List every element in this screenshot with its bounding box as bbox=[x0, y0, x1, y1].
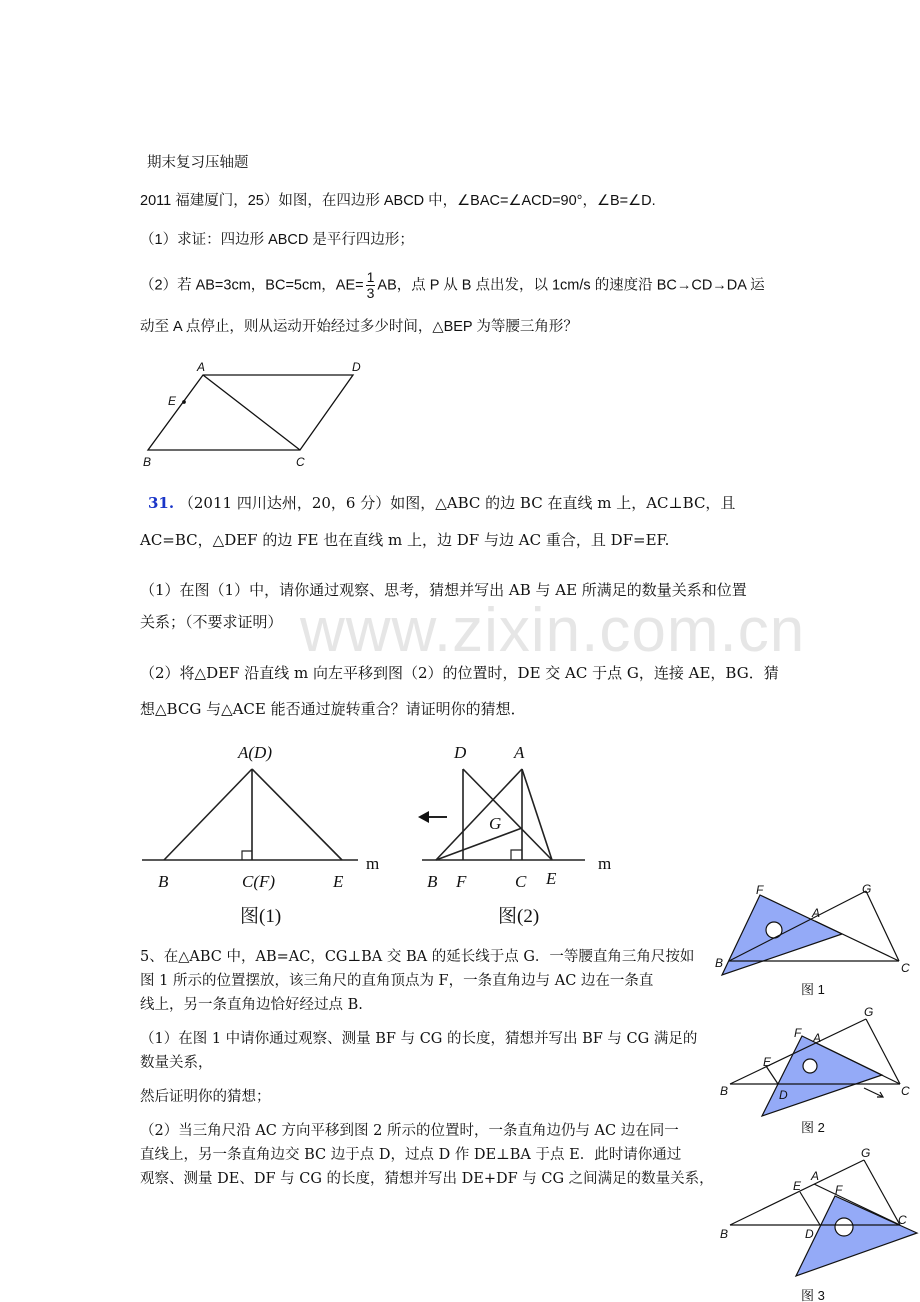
q31-line2: AC=BC，△DEF 的边 FE 也在直线 m 上，边 DF 与边 AC 重合，且 DF=EF. bbox=[140, 531, 670, 549]
segment-ae bbox=[252, 769, 342, 860]
label-d: D bbox=[454, 743, 467, 762]
frac-numerator: 1 bbox=[366, 269, 375, 285]
label-f: F bbox=[835, 1183, 843, 1197]
label-a: A bbox=[514, 743, 525, 762]
right-angle-mark bbox=[242, 851, 252, 860]
set-square-hole bbox=[835, 1218, 853, 1236]
label-f: F bbox=[456, 872, 467, 891]
q5-line: 然后证明你的猜想； bbox=[140, 1089, 271, 1105]
caption-fig2: 图(2) bbox=[498, 906, 540, 927]
q1-intro: 2011 福建厦门，25）如图，在四边形 ABCD 中，∠BAC=∠ACD=90°，∠B=∠D. bbox=[140, 193, 656, 209]
right-angle-mark bbox=[511, 850, 522, 860]
q1-part2-b: AB，点 P 从 B 点出发，以 1cm/s 的速度沿 BC→CD→DA 运 bbox=[377, 277, 765, 294]
q5-line: 直线上，另一条直角边交 BC 边于点 D，过点 D 作 DE⊥BA 于点 E．此时请你通过 bbox=[140, 1147, 682, 1163]
label-g: G bbox=[861, 1146, 871, 1160]
segment-gc bbox=[866, 891, 899, 961]
point-e bbox=[183, 401, 185, 403]
caption-fig1: 图(1) bbox=[240, 906, 282, 927]
q5-line: 图 1 所示的位置摆放，该三角尺的直角顶点为 F，一条直角边与 AC 边在一条直 bbox=[140, 973, 654, 989]
label-e: E bbox=[168, 394, 177, 408]
q31-line3: （1）在图（1）中，请你通过观察、思考，猜想并写出 AB 与 AE 所满足的数量关系和位置 bbox=[140, 581, 747, 599]
label-g: G bbox=[862, 882, 872, 896]
q31-figure-2 bbox=[418, 769, 585, 860]
label-b: B bbox=[720, 1227, 729, 1241]
label-a: A bbox=[197, 360, 206, 374]
diagonal-ac bbox=[203, 375, 300, 450]
doc-title: 期末复习压轴题 bbox=[147, 155, 249, 171]
label-e: E bbox=[546, 869, 557, 888]
q5-line: 线上，另一条直角边恰好经过点 B. bbox=[140, 997, 363, 1013]
q31-line6: 想△BCG 与△ACE 能否通过旋转重合？请证明你的猜想． bbox=[140, 700, 526, 718]
q31-line4: 关系；（不要求证明） bbox=[140, 613, 283, 631]
label-a: A bbox=[811, 1169, 820, 1183]
q5-line: 数量关系， bbox=[140, 1055, 213, 1071]
left-arrow-icon bbox=[418, 811, 429, 823]
label-c: C bbox=[901, 961, 910, 975]
set-square bbox=[722, 895, 842, 975]
label-b: B bbox=[427, 872, 438, 891]
q5-line: 观察、测量 DE、DF 与 CG 的长度，猜想并写出 DE+DF 与 CG 之间满足的数量关系， bbox=[140, 1171, 714, 1187]
label-c-f: C(F) bbox=[242, 872, 276, 891]
segment-ae bbox=[522, 769, 552, 860]
label-d: D bbox=[779, 1088, 788, 1102]
label-b: B bbox=[143, 455, 152, 469]
set-square bbox=[796, 1196, 917, 1276]
q31-line5: （2）将△DEF 沿直线 m 向左平移到图（2）的位置时，DE 交 AC 于点 G，连接 AE，BG．猜 bbox=[140, 664, 779, 682]
q5-line: 5、在△ABC 中，AB=AC，CG⊥BA 交 BA 的延长线于点 G．一等腰直角三角尺按如 bbox=[140, 949, 695, 965]
label-m: m bbox=[598, 854, 612, 873]
label-g: G bbox=[864, 1005, 874, 1019]
segment-bg bbox=[436, 828, 522, 860]
label-g: G bbox=[489, 814, 502, 833]
label-b: B bbox=[715, 956, 724, 970]
label-a: A bbox=[813, 1031, 822, 1045]
label-a-d: A(D) bbox=[238, 743, 272, 762]
q1-part2-c: 动至 A 点停止，则从运动开始经过多少时间，△BEP 为等腰三角形？ bbox=[140, 319, 578, 335]
label-d: D bbox=[805, 1227, 814, 1241]
q5-line: （1）在图 1 中请你通过观察、测量 BF 与 CG 的长度，猜想并写出 BF 与 CG 满足的 bbox=[140, 1031, 698, 1047]
label-a: A bbox=[812, 906, 821, 920]
q5-line: （2）当三角尺沿 AC 方向平移到图 2 所示的位置时，一条直角边仍与 AC 边在同一 bbox=[140, 1123, 679, 1139]
segment-de bbox=[463, 769, 552, 860]
label-b: B bbox=[158, 872, 169, 891]
segment-ac bbox=[815, 921, 899, 961]
label-e: E bbox=[763, 1055, 772, 1069]
label-d: D bbox=[352, 360, 361, 374]
set-square-hole bbox=[803, 1059, 817, 1073]
label-b: B bbox=[720, 1084, 729, 1098]
q1-part2-a: （2）若 AB=3cm，BC=5cm，AE= bbox=[140, 277, 364, 294]
segment-ab bbox=[164, 769, 252, 860]
q31-number: 31. bbox=[148, 494, 175, 512]
segment-de bbox=[800, 1192, 820, 1225]
label-c: C bbox=[515, 872, 527, 891]
q5-figure-1 bbox=[722, 891, 899, 975]
label-m: m bbox=[366, 854, 380, 873]
watermark: www.zixin.com.cn bbox=[300, 596, 806, 665]
label-e: E bbox=[333, 872, 344, 891]
caption-fig3: 图 3 bbox=[801, 1288, 825, 1302]
label-f: F bbox=[756, 883, 764, 897]
label-c: C bbox=[296, 455, 305, 469]
label-f: F bbox=[794, 1026, 802, 1040]
q5-figure-3 bbox=[730, 1160, 917, 1276]
q1-part1: （1）求证：四边形 ABCD 是平行四边形； bbox=[140, 232, 414, 248]
segment-ab bbox=[436, 769, 522, 860]
q31-figure-1 bbox=[142, 769, 358, 860]
label-c: C bbox=[898, 1213, 907, 1227]
set-square bbox=[762, 1036, 882, 1116]
caption-fig1: 图 1 bbox=[801, 982, 825, 997]
label-c: C bbox=[901, 1084, 910, 1098]
caption-fig2: 图 2 bbox=[801, 1120, 825, 1135]
parallelogram-figure bbox=[148, 375, 353, 450]
label-e: E bbox=[793, 1179, 802, 1193]
frac-denominator: 3 bbox=[366, 285, 375, 301]
q31-line1-text: （2011 四川达州，20，6 分）如图，△ABC 的边 BC 在直线 m 上，AC⊥BC，且 bbox=[178, 494, 736, 512]
